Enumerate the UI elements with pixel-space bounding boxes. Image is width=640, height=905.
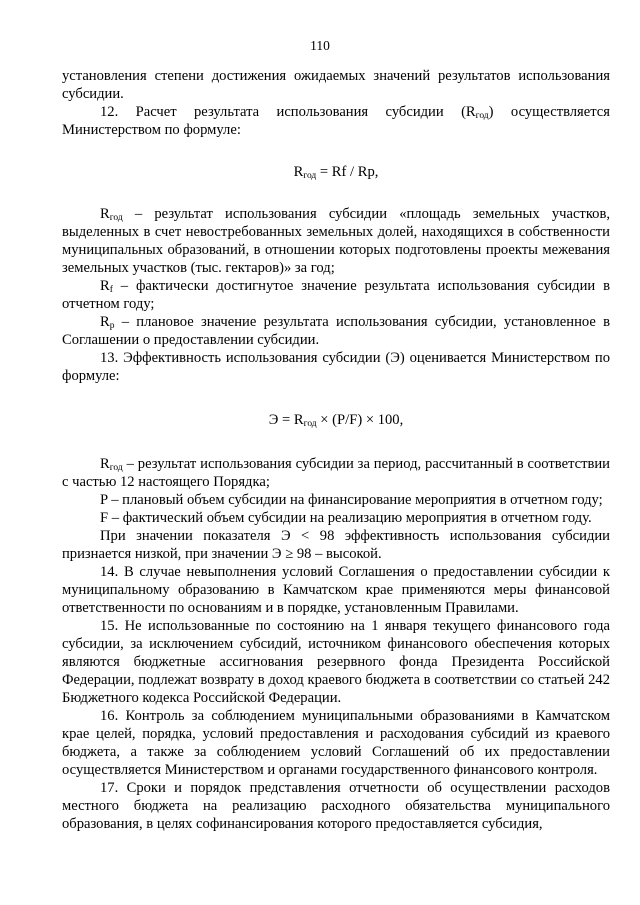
- paragraph-17: 17. Сроки и порядок представления отчетности об осуществлении расходов местного бюджета на реализацию расходного обязательства муниципального образования, в целях софинансирования которого предоставляется субсидия,: [62, 780, 610, 832]
- efficiency-threshold: При значении показателя Э < 98 эффективность использования субсидии признается низкой, при значении Э ≥ 98 – высокой.: [62, 528, 610, 562]
- paragraph-16: 16. Контроль за соблюдением муниципальными образованиями в Камчатском крае целей, порядка, условий предоставления и расходования субсидий из краевого бюджета, а также за соблюдением условий Соглашений об их предоставлении осуществляется Министерством и органами государственного финансового контроля.: [62, 708, 610, 778]
- definition-rp: $R_p$ – плановое значение результата использования субсидии, установленное в Соглашении о предоставлении субсидии.: [62, 314, 610, 348]
- definition-p: P – плановый объем субсидии на финансирование мероприятия в отчетном году;: [100, 492, 603, 508]
- definition-r-year-period: $R_{год}$ – результат использования субсидии за период, рассчитанный в соответствии с частью 12 настоящего Порядка;: [62, 456, 610, 490]
- formula-r-year: $R_{год} = Rf / Rp$,: [293, 164, 379, 181]
- document-body: [62, 67, 610, 833]
- page-number: 110: [310, 38, 330, 53]
- definition-rf: $R_f$ – фактически достигнутое значение результата использования субсидии в отчетном году;: [62, 278, 610, 312]
- paragraph-continuation: установления степени достижения ожидаемых значений результатов использования субсидии.: [62, 68, 610, 102]
- definition-f: F – фактический объем субсидии на реализацию мероприятия в отчетном году.: [100, 510, 592, 526]
- definition-r-year: $R_{год}$ – результат использования субсидии «площадь земельных участков, выделенных в счет невостребованных земельных долей, находящихся в собственности муниципальных образований, в отношении которых подготовлены проекты межевания земельных участков (тыс. гектаров)» за год;: [62, 206, 610, 276]
- paragraph-14: 14. В случае невыполнения условий Соглашения о предоставлении субсидии к муниципальному образованию в Камчатском крае применяются меры финансовой ответственности по основаниям и в порядке, установленным Правилами.: [62, 564, 610, 616]
- paragraph-15: 15. Не использованные по состоянию на 1 января текущего финансового года субсидии, за исключением субсидий, источником финансового обеспечения которых являются бюджетные ассигнования резервного фонда Президента Российской Федерации, подлежат возврату в доход краевого бюджета в соответствии со статьей 242 Бюджетного кодекса Российской Федерации.: [62, 618, 610, 706]
- paragraph-12: 12. Расчет результата использования субсидии $(R_{год})$ осуществляется Министерством по формуле:: [62, 104, 610, 138]
- paragraph-13: 13. Эффективность использования субсидии (Э) оценивается Министерством по формуле:: [62, 350, 610, 384]
- formula-efficiency: $Э = R_{год} \times (P/F) \times 100$,: [268, 412, 404, 429]
